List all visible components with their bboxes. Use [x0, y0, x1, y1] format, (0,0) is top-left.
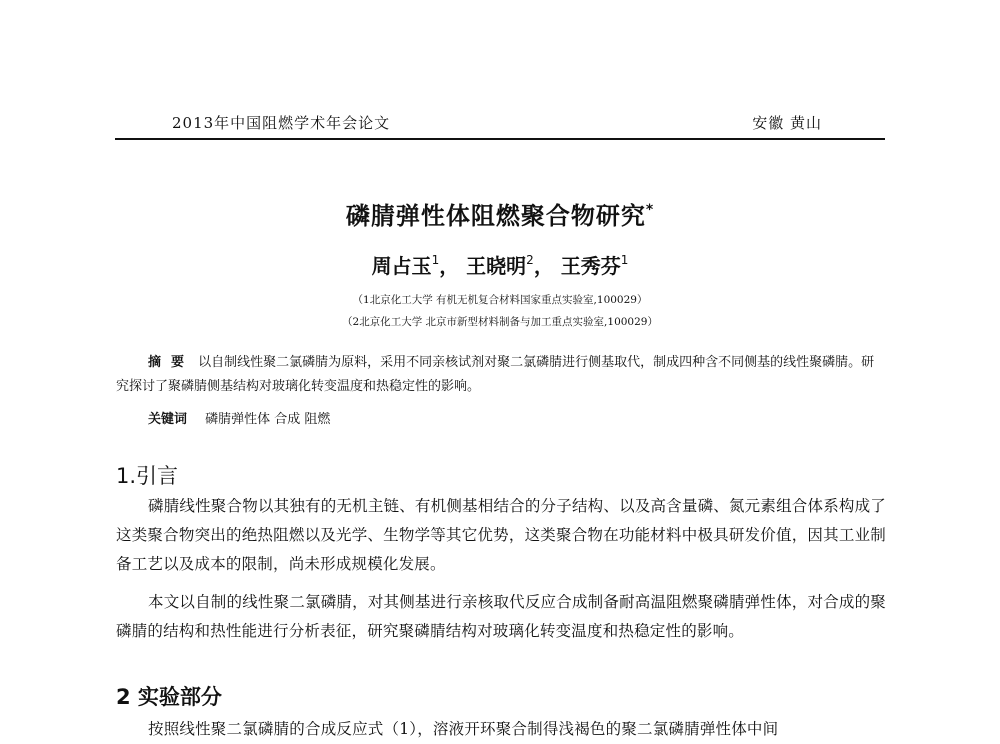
intro-paragraph-1-text: 磷腈线性聚合物以其独有的无机主链、有机侧基相结合的分子结构、以及高含量磷、氮元素组合体系构成了这类聚合物突出的绝热阻燃以及光学、生物学等其它优势，这类聚合物在功能材料中极具研发价值，因其工业制备工艺以及成本的限制，尚未形成规模化发展。 — [116, 497, 886, 573]
author-affil-mark: 1 — [620, 253, 629, 267]
author-separator: ， — [439, 254, 460, 278]
keywords-label: 关键词 — [148, 412, 188, 427]
keywords-text: 磷腈弹性体 合成 阻燃 — [205, 412, 331, 427]
abstract-label: 摘要 — [148, 355, 195, 370]
author-name: 王秀芬 — [560, 254, 621, 278]
author-name: 王晓明 — [466, 254, 527, 278]
intro-paragraph-1 — [116, 492, 886, 579]
affiliation-2: （2北京化工大学 北京市新型材料制备与加工重点实验室,100029） — [342, 316, 658, 328]
author-affil-mark: 1 — [431, 253, 440, 267]
author-separator: ， — [533, 254, 554, 278]
affiliation-1: （1北京化工大学 有机无机复合材料国家重点实验室,100029） — [352, 294, 648, 306]
author-list — [0, 250, 1000, 279]
author-name: 周占玉 — [371, 254, 432, 278]
header-rule — [115, 138, 885, 140]
abstract — [116, 351, 886, 399]
conference-name: 2013年中国阻燃学术年会论文 — [172, 114, 391, 132]
paper-title — [0, 196, 1000, 231]
intro-paragraph-2 — [116, 588, 886, 646]
title-footnote-mark: * — [645, 202, 655, 218]
conference-location: 安徽 黄山 — [752, 114, 822, 132]
author-affil-mark: 2 — [526, 253, 534, 267]
keywords — [148, 408, 330, 427]
running-header — [172, 112, 822, 136]
paper-title-text: 磷腈弹性体阻燃聚合物研究 — [345, 202, 646, 230]
intro-paragraph-2-text: 本文以自制的线性聚二氯磷腈，对其侧基进行亲核取代反应合成制备耐高温阻燃聚磷腈弹性体，对合成的聚磷腈的结构和热性能进行分析表征，研究聚磷腈结构对玻璃化转变温度和热稳定性的影响。 — [116, 593, 886, 640]
experimental-paragraph-1 — [116, 715, 886, 744]
experimental-paragraph-1-text: 按照线性聚二氯磷腈的合成反应式（1），溶液开环聚合制得浅褐色的聚二氯磷腈弹性体中间 — [148, 720, 779, 738]
section-heading-experimental: 2 实验部分 — [116, 685, 222, 709]
section-heading-intro: 1.引言 — [116, 464, 179, 488]
abstract-text: 以自制线性聚二氯磷腈为原料，采用不同亲核试剂对聚二氯磷腈进行侧基取代，制成四种含不同侧基的线性聚磷腈。研究探讨了聚磷腈侧基结构对玻璃化转变温度和热稳定性的影响。 — [116, 355, 875, 394]
